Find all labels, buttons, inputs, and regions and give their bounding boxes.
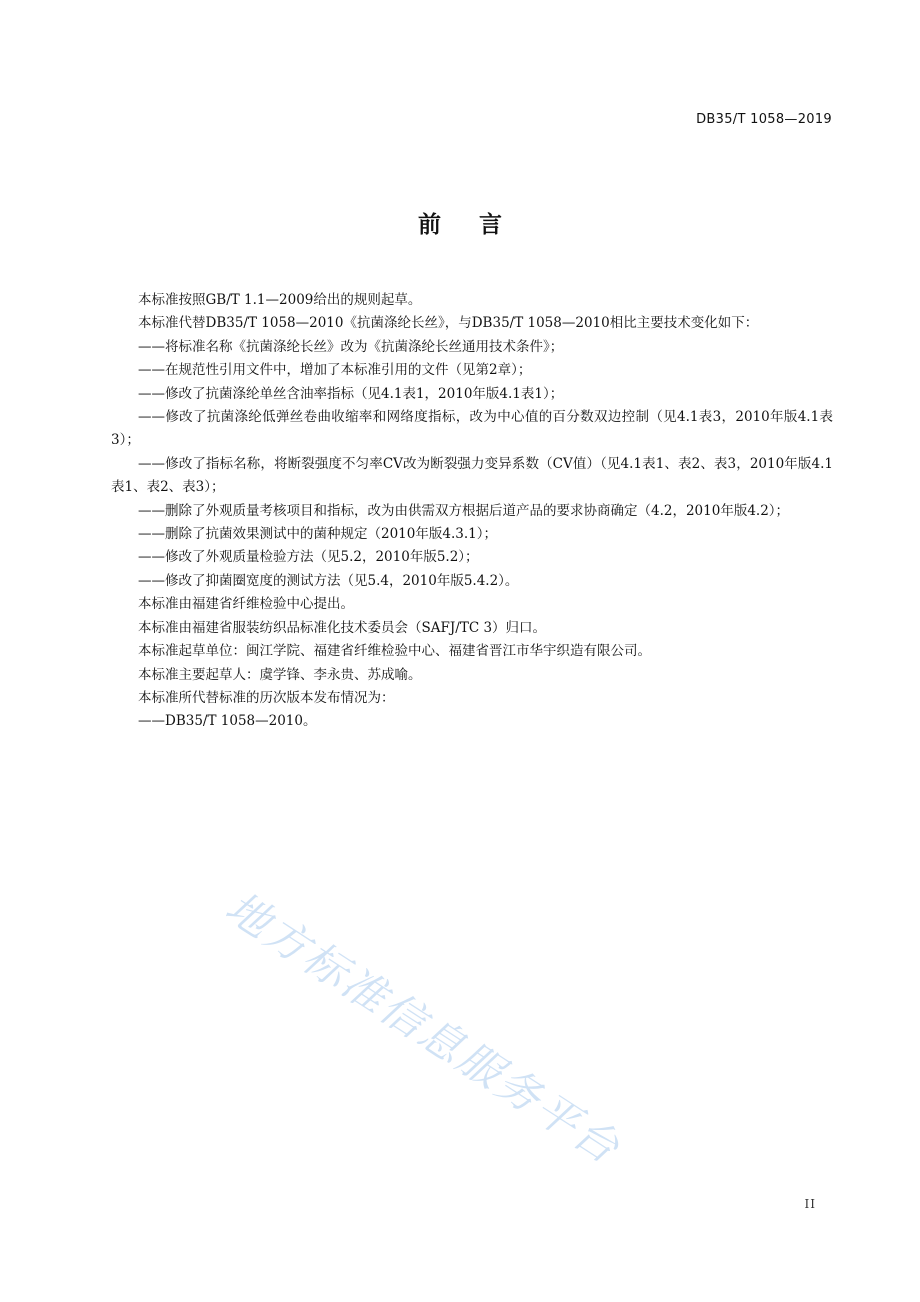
foreword-body [111, 289, 833, 734]
paragraph-replaces-standard: 本标准代替DB35/T 1058—2010《抗菌涤纶长丝》，与DB35/T 1058—2010相比主要技术变化如下： [138, 315, 759, 332]
watermark: 地方标准信息服务平台 [216, 882, 630, 1175]
change-item-oil-content: ——修改了抗菌涤纶单丝含油率指标（见4.1表1，2010年版4.1表1）； [138, 385, 564, 402]
change-item-crimp-shrinkage: ——修改了抗菌涤纶低弹丝卷曲收缩率和网络度指标，改为中心值的百分数双边控制（见4.1表3，2010年版4.1表3）； [111, 409, 833, 449]
change-item-appearance-test: ——修改了外观质量检验方法（见5.2，2010年版5.2）； [138, 549, 479, 566]
paragraph-proposed-by: 本标准由福建省纤维检验中心提出。 [138, 596, 354, 613]
paragraph-main-drafters: 本标准主要起草人：虞学锋、李永贵、苏成喻。 [138, 666, 422, 683]
paragraph-drafting-rules: 本标准按照GB/T 1.1—2009给出的规则起草。 [138, 292, 422, 308]
paragraph-previous-editions: 本标准所代替标准的历次版本发布情况为： [138, 689, 395, 706]
paragraph-under-jurisdiction: 本标准由福建省服装纺织品标准化技术委员会（SAFJ/TC 3）归口。 [138, 619, 547, 636]
change-item-appearance-quality: ——删除了外观质量考核项目和指标，改为由供需双方根据后道产品的要求协商确定（4.2，2010年版4.2）； [138, 502, 790, 519]
document-code: DB35/T 1058—2019 [696, 112, 832, 127]
change-item-breaking-strength: ——修改了指标名称，将断裂强度不匀率CV改为断裂强力变异系数（CV值）（见4.1表1、表2、表3，2010年版4.1表1、表2、表3）； [111, 455, 833, 496]
change-item-bacteria-strains: ——删除了抗菌效果测试中的菌种规定（2010年版4.3.1）； [138, 526, 497, 543]
previous-edition-item: ——DB35/T 1058—2010。 [138, 713, 317, 730]
paragraph-drafting-units: 本标准起草单位：闽江学院、福建省纤维检验中心、福建省晋江市华宇织造有限公司。 [138, 643, 651, 660]
page-title: 前言 [418, 212, 540, 238]
page-number: II [804, 1197, 816, 1211]
change-item-title: ——将标准名称《抗菌涤纶长丝》改为《抗菌涤纶长丝通用技术条件》； [138, 338, 564, 355]
change-item-references: ——在规范性引用文件中，增加了本标准引用的文件（见第2章）； [138, 362, 532, 379]
change-item-inhibition-zone: ——修改了抑菌圈宽度的测试方法（见5.4，2010年版5.4.2）。 [138, 572, 519, 589]
